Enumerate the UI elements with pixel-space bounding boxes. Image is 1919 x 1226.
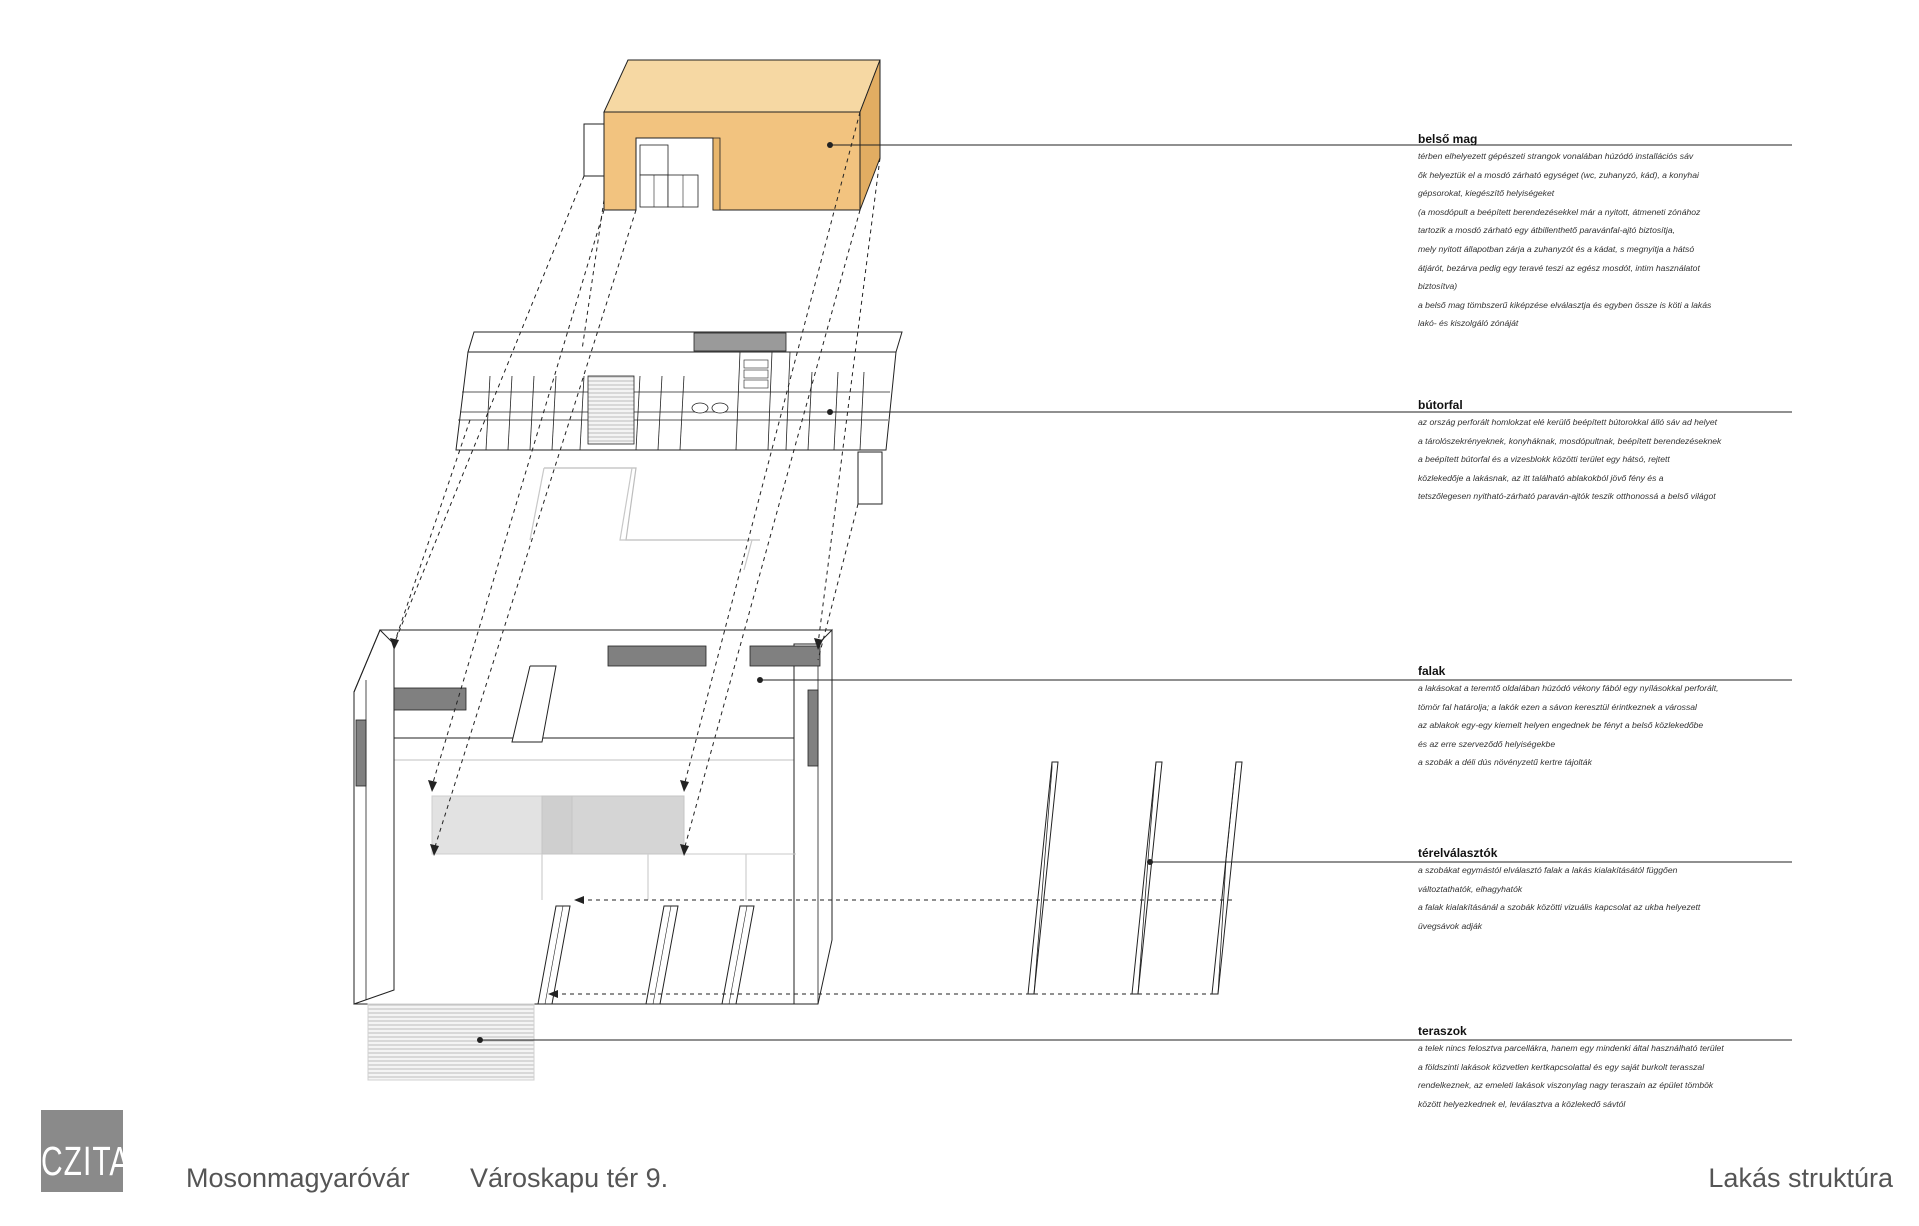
label-line: mely nyitott állapotban zárja a zuhanyzót és a kádat, s megnyitja a hátsó — [1418, 243, 1695, 254]
label-line: a belső mag tömbszerű kiképzése elválasztja és egyben össze is köti a lakás — [1418, 299, 1712, 310]
label-line: térben elhelyezett gépészeti strangok vonalában húzódó installációs sáv — [1418, 151, 1694, 161]
label-line: tömör fal határolja; a lakók ezen a sávon keresztül érintkeznek a várossal — [1418, 701, 1697, 712]
czita-logo — [41, 1110, 131, 1192]
label-line: közlekedője a lakásnak, az itt található ablakokból jövő fény és a — [1418, 472, 1664, 483]
core-fixture-1 — [640, 145, 668, 175]
label-line: a beépített bútorfal és a vizesblokk közötti terület egy hátsó, rejtett — [1418, 454, 1670, 465]
floor-band-2 — [542, 796, 572, 854]
label-belso-mag — [1418, 132, 1778, 333]
label-line: változtathatók, elhagyhatók — [1418, 883, 1523, 894]
right-wall — [794, 630, 832, 1004]
label-line: átjárót, bezárva pedig egy teravé teszi az egész mosdót, intim használatot — [1418, 262, 1700, 273]
label-line: és az erre szerveződő helyiségekbe — [1418, 738, 1556, 749]
label-title: belső mag — [1418, 132, 1478, 146]
label-line: üvegsávok adják — [1418, 920, 1483, 931]
label-line: a szobákat egymástól elválasztó falak a lakás kialakításától függően — [1418, 865, 1678, 875]
wall-window-3 — [750, 646, 820, 666]
left-wall-window — [356, 720, 366, 786]
core-top-face — [604, 60, 880, 112]
partition-3 — [1212, 762, 1242, 994]
label-line: az ország perforált homlokzat elé kerülő beépített bútorokkal álló sáv ad helyet — [1418, 417, 1718, 427]
core-side-panel — [584, 124, 604, 176]
label-line: a telek nincs felosztva parcellákra, hanem egy mindenki által használható terület — [1418, 1043, 1724, 1053]
label-title: bútorfal — [1418, 398, 1463, 412]
core-plan-ghost — [544, 468, 760, 540]
label-line: a falak kialakításánál a szobák közötti vizuális kapcsolat az ukba helyezett — [1418, 902, 1701, 913]
label-line: biztosítva) — [1418, 281, 1458, 292]
label-title: teraszok — [1418, 1024, 1467, 1038]
label-line: a tárolószekrényeknek, konyháknak, mosdópultnak, beépített berendezéseknek — [1418, 435, 1722, 446]
right-wall-window — [808, 690, 818, 766]
label-line: a lakásokat a teremtő oldalában húzódó vékony fából egy nyílásokkal perforált, — [1418, 683, 1719, 693]
floor-band-1 — [432, 796, 542, 854]
label-falak — [1418, 664, 1778, 772]
core-notch-inner — [713, 138, 720, 210]
footer-address: Városkapu tér 9. — [470, 1163, 669, 1193]
furniture-door-panel — [858, 452, 882, 504]
furniture-wall — [456, 332, 902, 504]
left-wall — [354, 630, 394, 1004]
label-teraszok — [1418, 1024, 1778, 1113]
label-title: falak — [1418, 664, 1446, 678]
label-line: az ablakok egy-egy kiemelt helyen engednek be fényt a belső közlekedőbe — [1418, 720, 1704, 731]
label-line: gépsorokat, kiegészítő helyiségeket — [1418, 188, 1555, 199]
label-line: rendelkeznek, az emeleti lakások viszonylag nagy teraszain az épület tömbök — [1418, 1080, 1714, 1091]
label-line: ők helyeztük el a mosdó zárható egységet (wc, zuhanyzó, kád), a konyhai — [1418, 169, 1699, 180]
footer-caption: Lakás struktúra — [1708, 1163, 1893, 1193]
label-line: (a mosdópult a beépített berendezésekkel már a nyitott, átmeneti zónához — [1418, 206, 1701, 217]
furniture-dark-top-1 — [694, 333, 786, 351]
label-line: a szobák a déli dús növényzetű kertre tájolták — [1418, 757, 1592, 768]
label-butorfal — [1418, 398, 1778, 506]
furniture-stair — [588, 376, 634, 444]
wall-window-2 — [608, 646, 706, 666]
furniture-top — [468, 332, 902, 352]
label-line: tartozik a mosdó zárható egy átbillenthető paravánfal-ajtó biztosítja, — [1418, 225, 1676, 236]
walls-volume — [354, 630, 832, 1004]
label-line: tetszőlegesen nyitható-zárható paraván-ajtók teszik otthonossá a belső világot — [1418, 491, 1716, 502]
core-volume — [584, 60, 880, 210]
wall-window-1 — [394, 688, 466, 710]
label-line: a földszinti lakások közvetlen kertkapcsolattal és egy saját burkolt terasszal — [1418, 1061, 1705, 1072]
logo-text: CZITA — [41, 1140, 131, 1185]
terrace — [368, 1004, 534, 1080]
label-title: térelválasztók — [1418, 846, 1498, 860]
label-terelvalasztok — [1418, 846, 1778, 935]
label-line: között helyezkednek el, leválasztva a közlekedő sávtól — [1418, 1098, 1626, 1109]
label-line: lakó- és kiszolgáló zónáját — [1418, 318, 1519, 329]
floor-band-3 — [572, 796, 684, 854]
footer-city: Mosonmagyaróvár — [186, 1163, 410, 1193]
